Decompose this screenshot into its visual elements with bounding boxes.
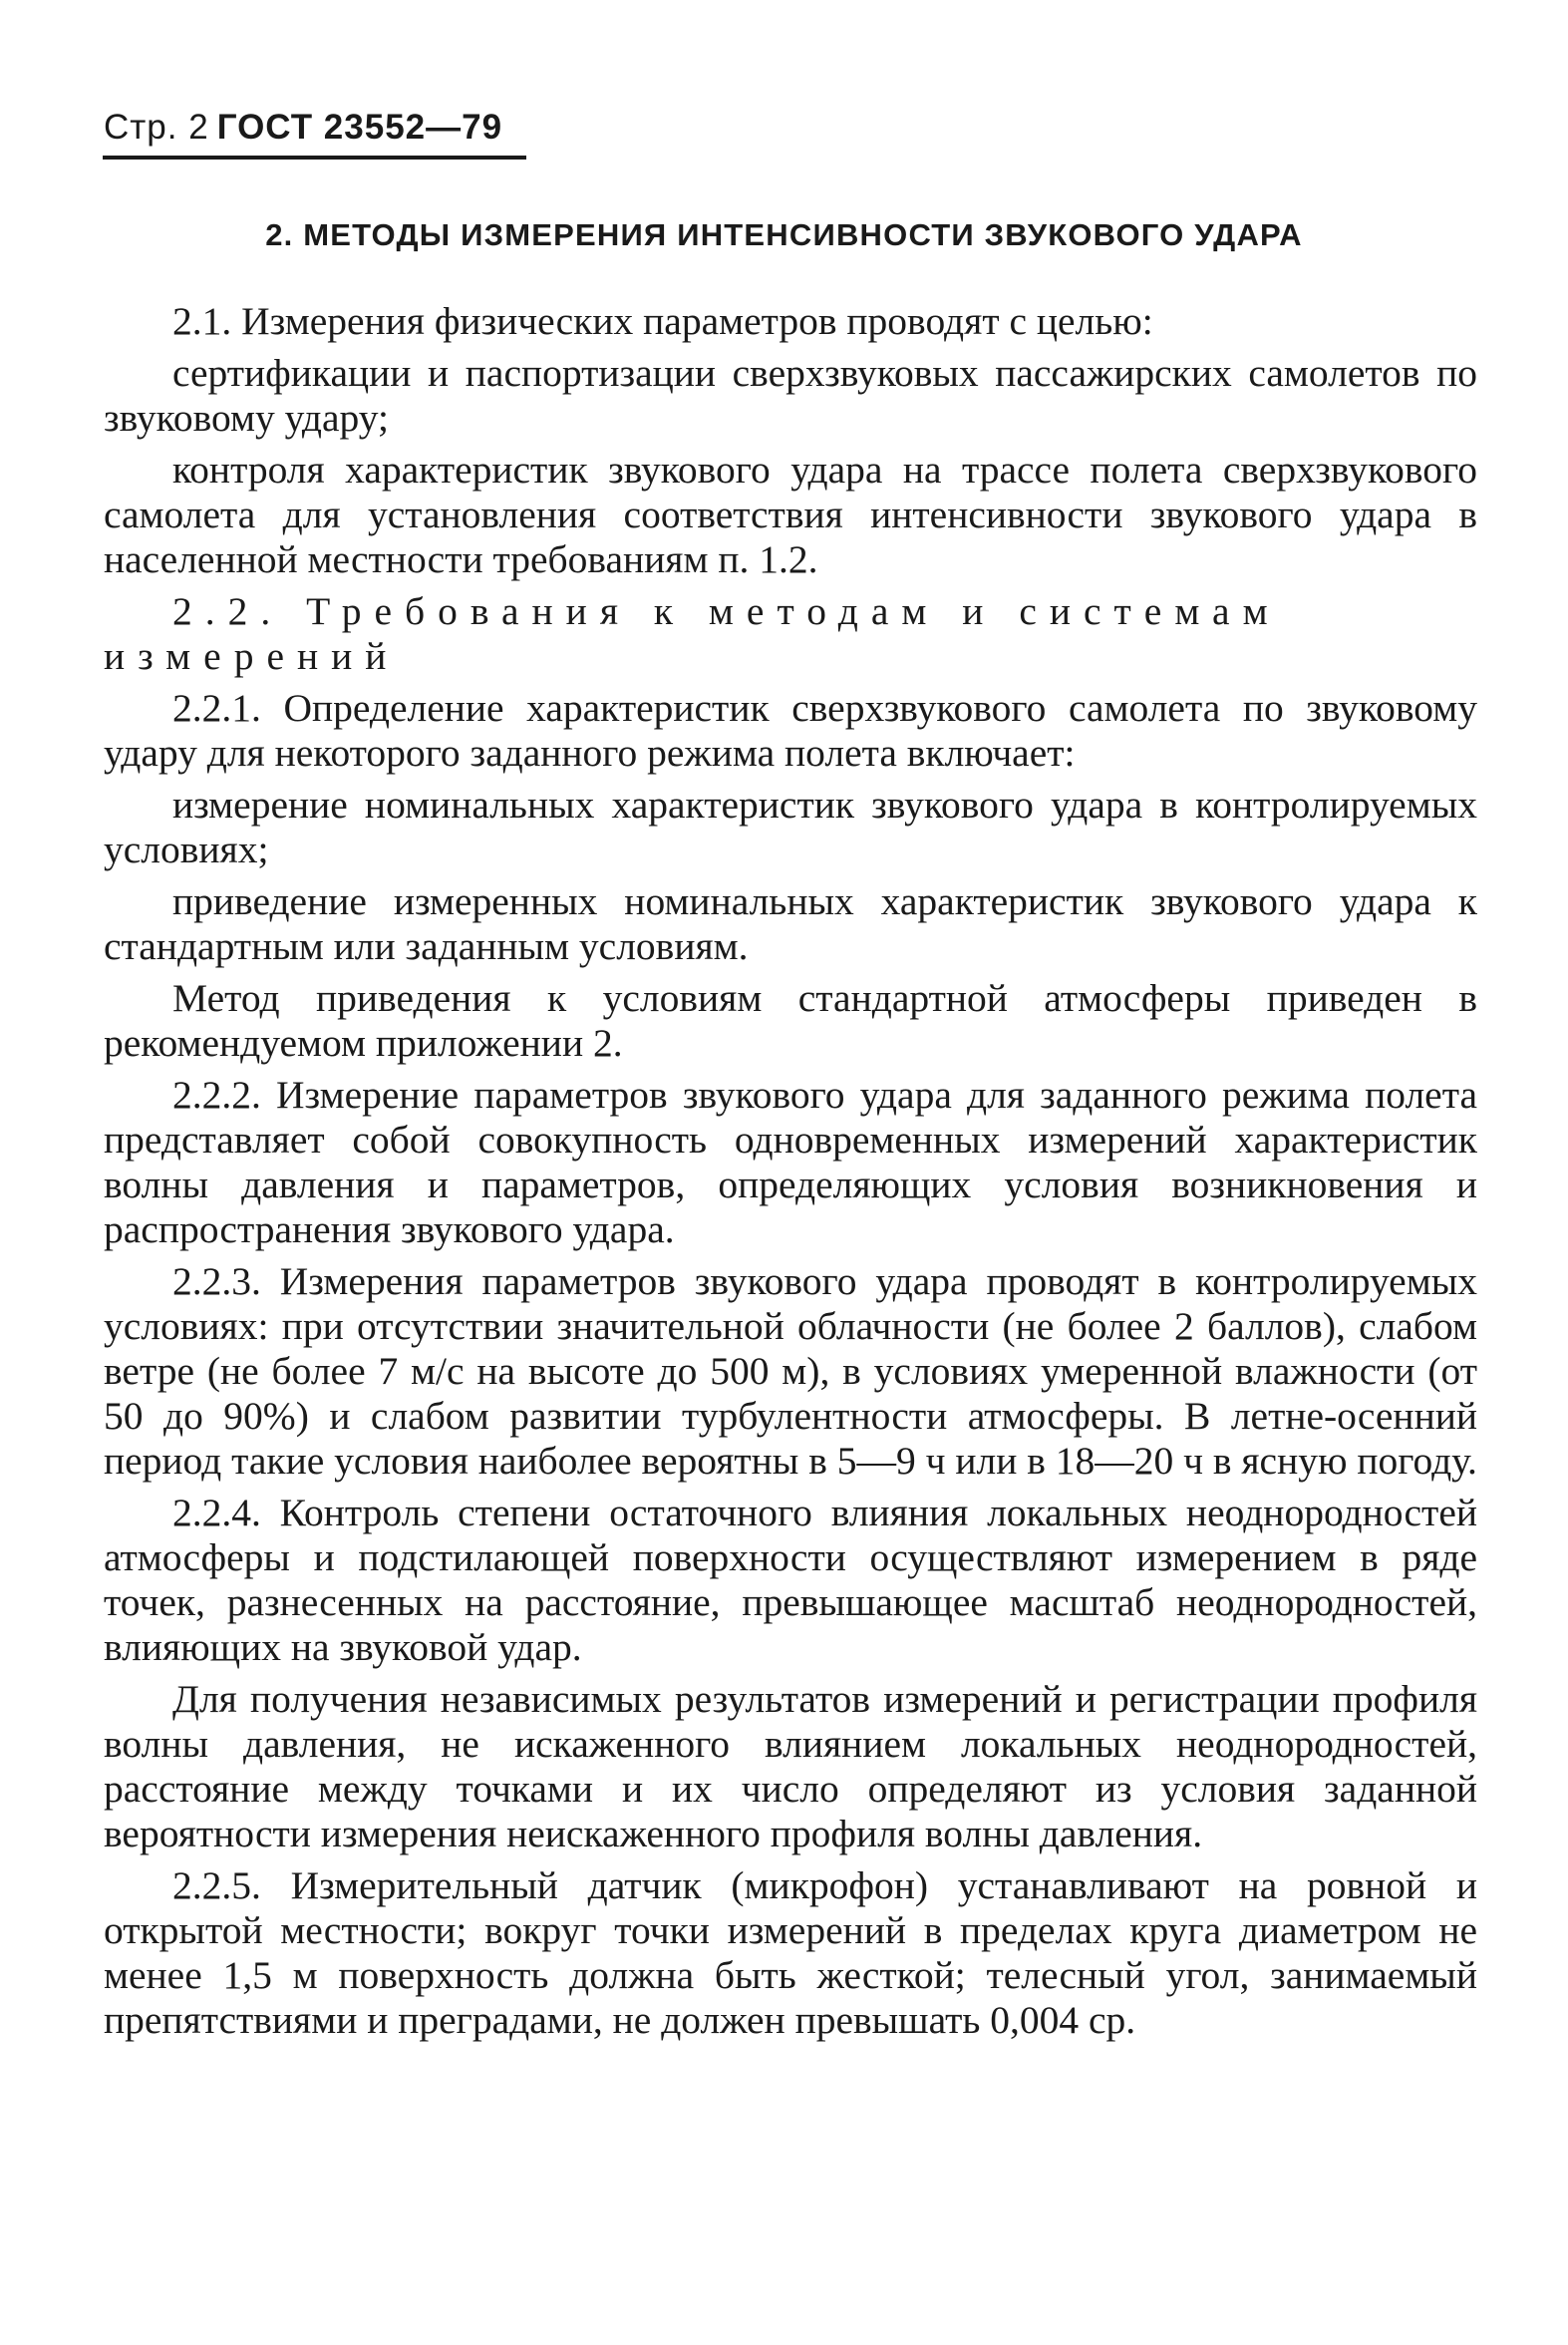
page-number: Стр. 2 xyxy=(104,108,209,147)
paragraph-2-2-2: 2.2.2. Измерение параметров звукового удара для заданного режима полета представляет собой совокупность одновременных измерений характеристик волны давления и параметров, определяющих условия возникновения и распространения звукового удара. xyxy=(104,1073,1477,1251)
paragraph-certification: сертификации и паспортизации сверхзвуковых пассажирских самолетов по звуковому удару; xyxy=(104,351,1477,440)
paragraph-2-1: 2.1. Измерения физических параметров проводят с целью: xyxy=(172,299,1153,343)
paragraph-control: контроля характеристик звукового удара на трассе полета сверхзвукового самолета для установления соответствия интенсивности звукового удара в населенной местности требованиям п. 1.2. xyxy=(104,448,1477,581)
standard-code: ГОСТ 23552—79 xyxy=(216,108,503,147)
paragraph-2-2-5: 2.2.5. Измерительный датчик (микрофон) устанавливают на ровной и открытой местности; вокруг точки измерений в пределах круга диаметром не менее 1,5 м поверхность должна быть жесткой; телесный угол, занимаемый препятствиями и преградами, не должен превышать 0,004 ср. xyxy=(104,1863,1477,2042)
body-text xyxy=(104,299,1477,2050)
page-header xyxy=(104,108,502,148)
paragraph-2-2-3: 2.2.3. Измерения параметров звукового удара проводят в контролируемых условиях: при отсутствии значительной облачности (не более 2 баллов), слабом ветре (не более 7 м/с на высоте до 500 м), в условиях умеренной влажности (от 50 до 90%) и слабом развитии турбулентности атмосферы. В летне-осенний период такие условия наиболее вероятны в 5—9 ч или в 18—20 ч в ясную погоду. xyxy=(104,1259,1477,1483)
paragraph-measurement: измерение номинальных характеристик звукового удара в контролируемых условиях; xyxy=(104,783,1477,871)
paragraph-2-2-heading: 2.2. Требования к методам и системам измерений xyxy=(104,589,1281,678)
paragraph-2-2-4: 2.2.4. Контроль степени остаточного влияния локальных неоднородностей атмосферы и подстилающей поверхности осуществляют измерением в ряде точек, разнесенных на расстояние, превышающее масштаб неоднородностей, влияющих на звуковой удар. xyxy=(104,1491,1477,1669)
paragraph-2-2-1: 2.2.1. Определение характеристик сверхзвукового самолета по звуковому удару для некоторого заданного режима полета включает: xyxy=(104,686,1477,775)
paragraph-independent-results: Для получения независимых результатов измерений и регистрации профиля волны давления, не искаженного влиянием локальных неоднородностей, расстояние между точками и их число определяют из условия заданной вероятности измерения неискаженного профиля волны давления. xyxy=(104,1677,1477,1855)
section-title: 2. МЕТОДЫ ИЗМЕРЕНИЯ ИНТЕНСИВНОСТИ ЗВУКОВОГО УДАРА xyxy=(265,217,1303,252)
header-rule xyxy=(103,156,526,160)
paragraph-reduction: приведение измеренных номинальных характеристик звукового удара к стандартным или заданным условиям. xyxy=(104,879,1477,968)
paragraph-method: Метод приведения к условиям стандартной атмосферы приведен в рекомендуемом приложении 2. xyxy=(104,976,1477,1065)
